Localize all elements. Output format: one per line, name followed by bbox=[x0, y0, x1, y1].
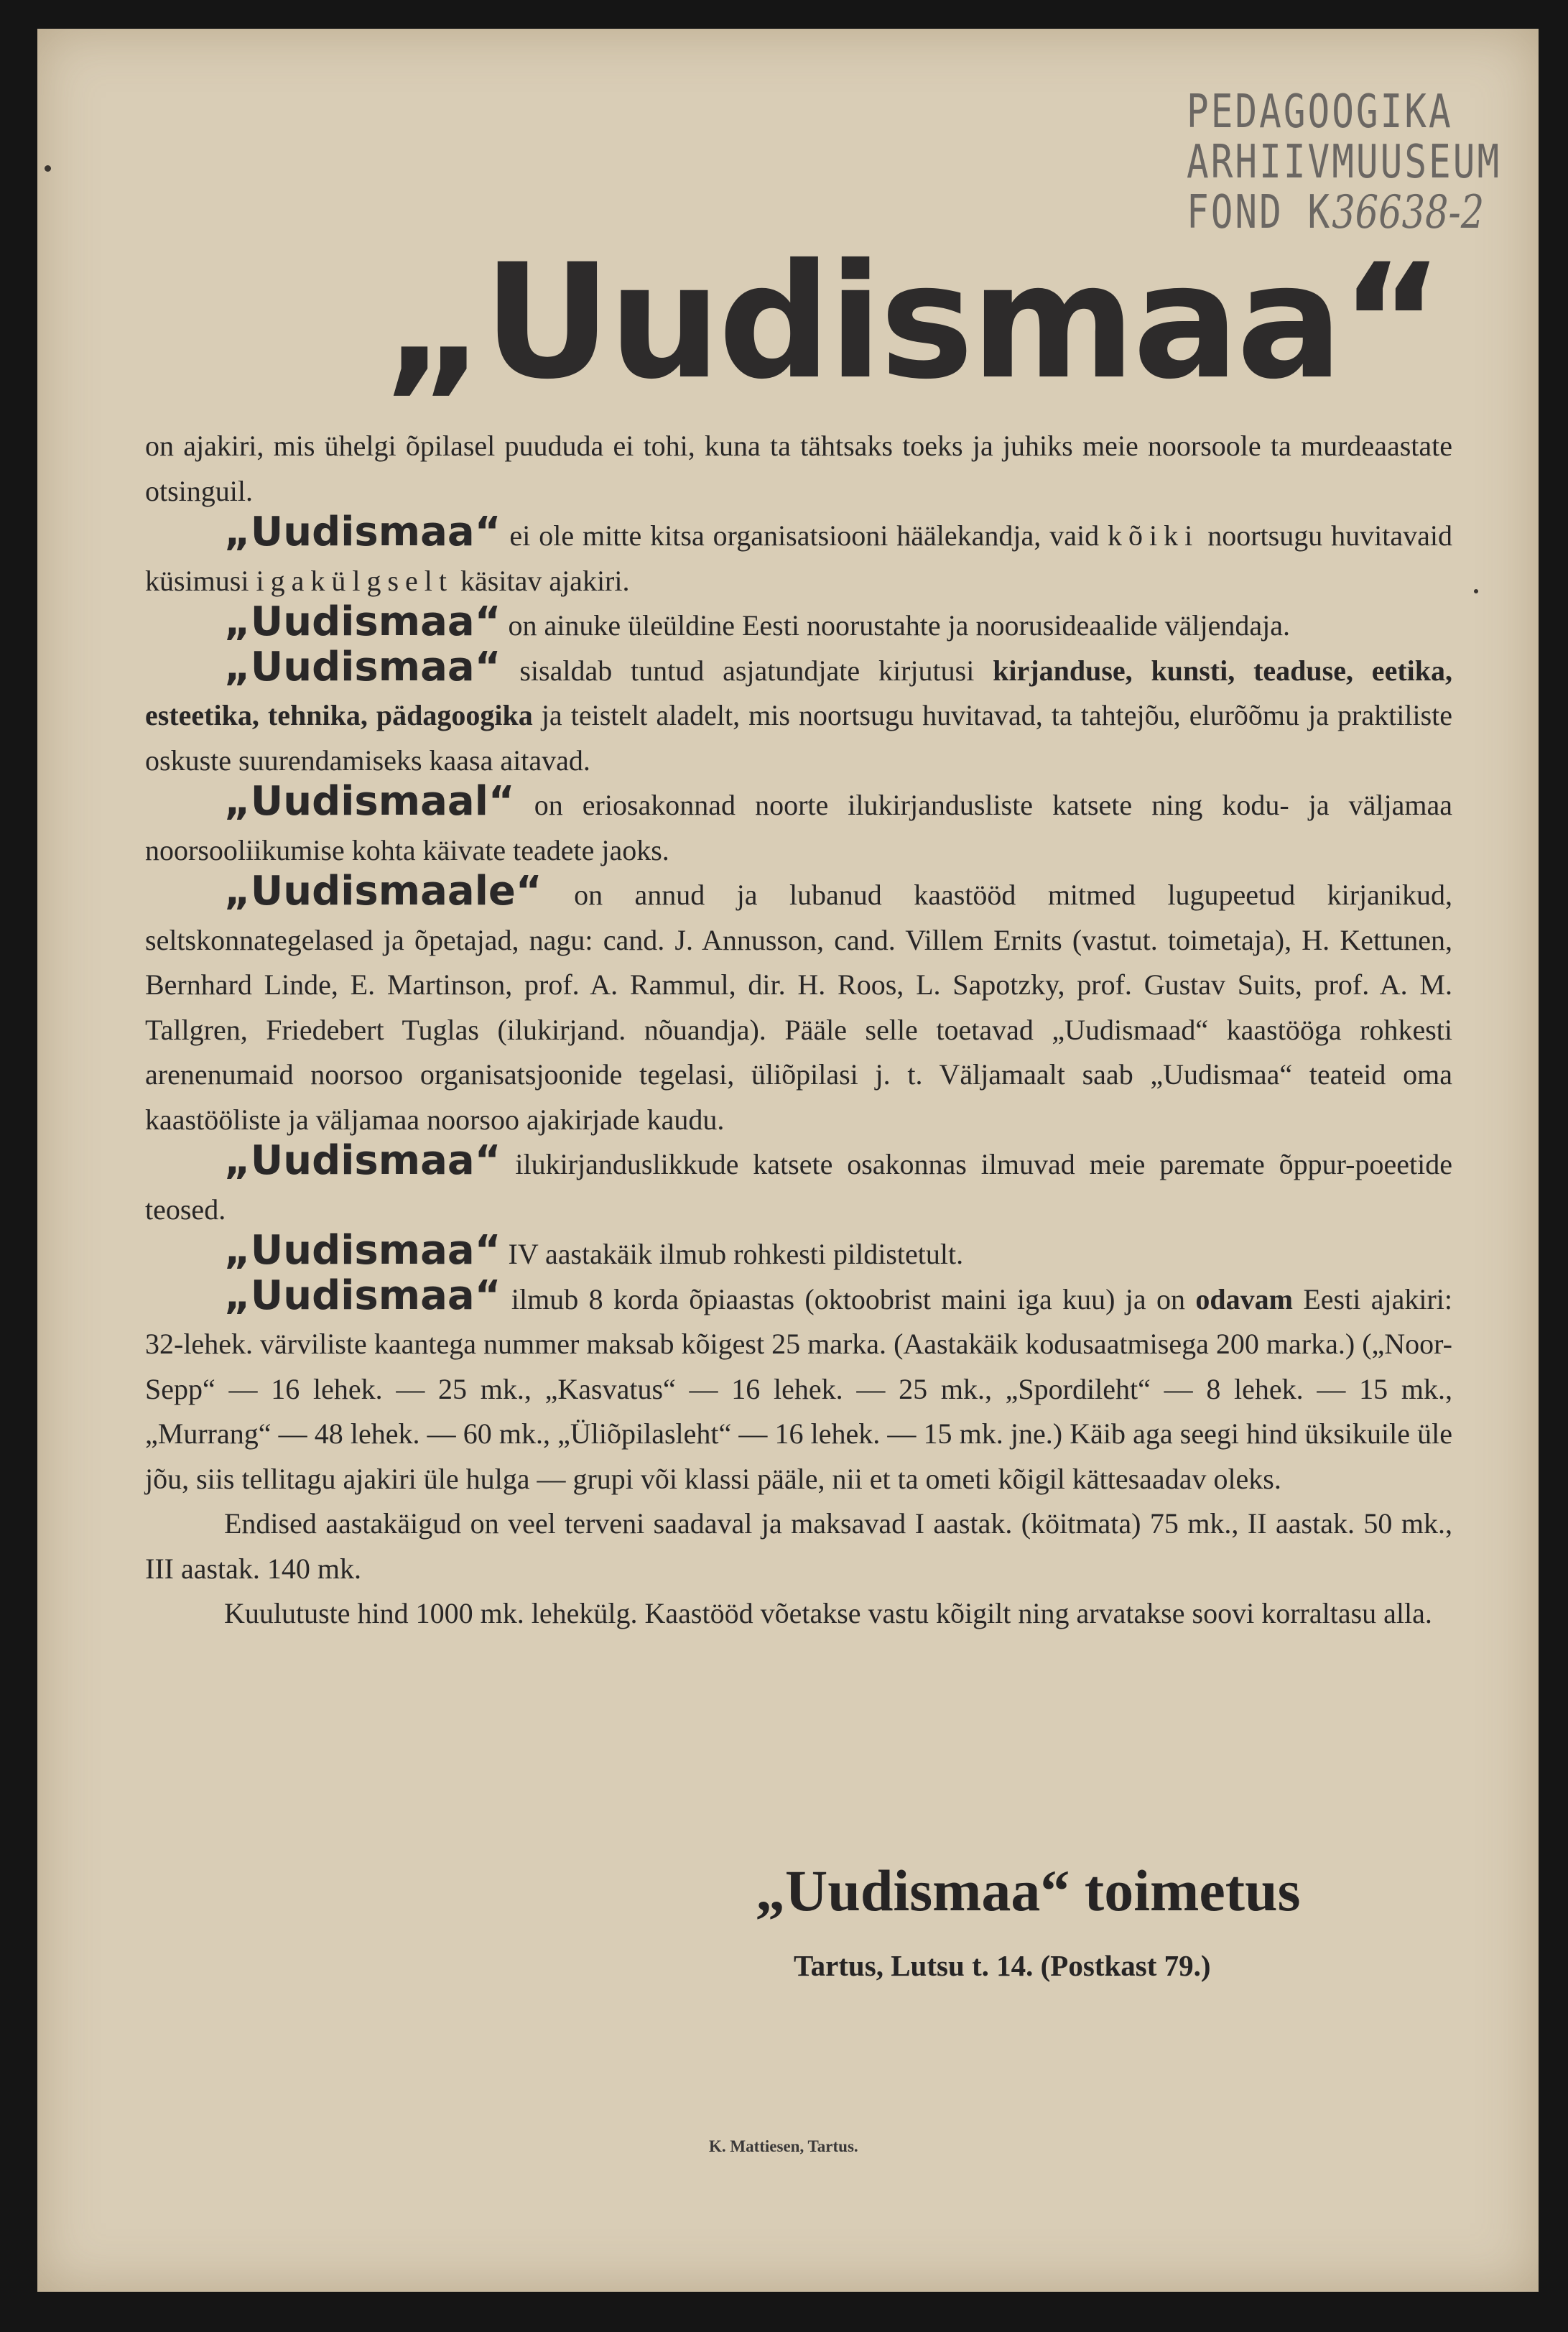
paper-speck bbox=[45, 165, 51, 172]
paragraph bbox=[145, 424, 1452, 514]
paragraph-text: igakülgselt bbox=[256, 564, 454, 597]
paragraph-lead: „Uudismaale“ bbox=[224, 868, 542, 915]
paper-speck bbox=[1474, 589, 1478, 593]
paragraph-text: ei ole mitte kitsa organisatsiooni häälekandja, vaid bbox=[501, 519, 1108, 552]
stamp-line-2: ARHIIVMUUSEUM bbox=[1187, 136, 1502, 190]
paragraph bbox=[145, 778, 1452, 873]
stamp-fond: FOND K bbox=[1187, 186, 1332, 240]
paragraph-lead: „Uudismaa“ bbox=[224, 1137, 501, 1184]
printer-imprint: K. Mattiesen, Tartus. bbox=[709, 2137, 858, 2155]
paragraph-text: sisaldab tuntud asjatundjate kirjutusi bbox=[501, 654, 993, 687]
stamp-fond-number: 36638-2 bbox=[1332, 186, 1485, 240]
paragraph bbox=[145, 868, 1452, 1142]
paragraph-text: noortsugu huvitavaid küsimusi bbox=[145, 519, 1452, 597]
paragraph-text: on ainuke üleüldine Eesti noorustahte ja noorusideaalide väljendaja. bbox=[501, 609, 1291, 642]
paragraph-text: ilmub 8 korda õpiaastas (oktoobrist maini iga kuu) ja on bbox=[501, 1282, 1196, 1315]
paragraph bbox=[145, 1272, 1453, 1502]
paragraph-text: on ajakiri, mis ühelgi õpilasel puududa ei tohi, kuna ta tähtsaks toeks ja juhiks meie noorsoole ta murdeaastate otsinguil. bbox=[145, 430, 1452, 507]
paragraph-lead: „Uudismaa“ bbox=[224, 509, 501, 555]
address: Tartus, Lutsu t. 14. (Postkast 79.) bbox=[794, 1949, 1211, 1982]
paragraph-text: Endised aastakäigud on veel terveni saadaval ja maksavad I aastak. (köitmata) 75 mk., II aastak. 50 mk., III aastak. 140 mk. bbox=[145, 1507, 1452, 1585]
paragraph bbox=[145, 643, 1452, 784]
paragraph-lead: „Uudismaa“ bbox=[224, 1227, 501, 1274]
body-text bbox=[145, 424, 1452, 1637]
paragraph-text: IV aastakäik ilmub rohkesti pildistetult. bbox=[501, 1238, 964, 1270]
signature: „Uudismaa“ toimetus bbox=[756, 1858, 1301, 1923]
paragraph-lead: „Uudismaa“ bbox=[224, 598, 501, 645]
paragraph bbox=[145, 1591, 1452, 1637]
paragraph-text: ja teistelt aladelt, mis noortsugu huvitavad, ta tahtejõu, elurõõmu ja praktiliste oskuste suurendamiseks kaasa aitavad. bbox=[145, 699, 1452, 777]
archive-stamp bbox=[1187, 85, 1502, 240]
paragraph-text: Kuulutuste hind 1000 mk. lehekülg. Kaastööd võetakse vastu kõigilt ning arvatakse soovi korraltasu alla. bbox=[224, 1597, 1432, 1629]
paragraph-text: kirjanduse, kunsti, teaduse, eetika, esteetika, tehnika, pädagoogika bbox=[145, 654, 1452, 731]
paragraph-text: on annud ja lubanud kaastööd mitmed lugupeetud kirjanikud, seltskonnategelased ja õpetajad, nagu: cand. J. Annusson, cand. Villem Ernits (vastut. toimetaja), H. Kettunen, Bernhard Linde, E. Martinson, prof. A. Rammul, dir. H. Roos, L. Sapotzky, prof. Gustav Suits, prof. A. M. Tallgren, Friedebert Tuglas (ilukirjand. nõuandja). Pääle selle toetavad „Uudismaad“ kaastööga rohkesti arenenumaid noorsoo organisatsjoonide tegelasi, üliõpilasi j. t. Väljamaalt saab „Uudismaa“ teateid oma kaastööliste ja väljamaa noorsoo ajakirjade kaudu. bbox=[145, 879, 1452, 1136]
paragraph bbox=[145, 1502, 1452, 1591]
paragraph bbox=[145, 1227, 1452, 1277]
paragraph-lead: „Uudismaa“ bbox=[224, 1272, 501, 1319]
page-title: „Uudismaa“ bbox=[382, 230, 1442, 414]
paragraph-lead: „Uudismaa“ bbox=[224, 643, 501, 690]
paragraph-text: odavam bbox=[1195, 1282, 1293, 1315]
paragraph-text: on eriosakonnad noorte ilukirjandusliste katsete ning kodu- ja väljamaa noorsooliikumise kohta käivate teadete jaoks. bbox=[145, 789, 1452, 866]
stamp-line-1: PEDAGOOGIKA bbox=[1187, 85, 1453, 139]
document-sheet bbox=[37, 29, 1539, 2292]
paragraph-lead: „Uudismaal“ bbox=[224, 778, 515, 825]
paragraph bbox=[145, 509, 1452, 603]
paragraph-text: käsitav ajakiri. bbox=[453, 564, 630, 597]
paragraph-text: ilukirjanduslikkude katsete osakonnas ilmuvad meie paremate õppur-poeetide teosed. bbox=[145, 1148, 1452, 1226]
paragraph bbox=[145, 598, 1452, 649]
paragraph-text: Eesti ajakiri: 32-lehek. värviliste kaantega nummer maksab kõigest 25 marka. (Aastakäik kodusaatmisega 200 marka.) („Noor-Sepp“ — 16 lehek. — 25 mk., „Kasvatus“ — 16 lehek. — 25 mk., „Spordileht“ — 8 lehek. — 15 mk., „Murrang“ — 48 lehek. — 60 mk., „Üliõpilasleht“ — 16 lehek. — 15 mk. jne.) Käib aga seegi hind üksikuile üle jõu, siis tellitagu ajakiri üle hulga — grupi või klassi pääle, nii et ta ometi kõigil kättesaadav oleks. bbox=[145, 1282, 1453, 1495]
paragraph bbox=[145, 1137, 1452, 1232]
paragraph-text: kõiki bbox=[1108, 519, 1200, 552]
